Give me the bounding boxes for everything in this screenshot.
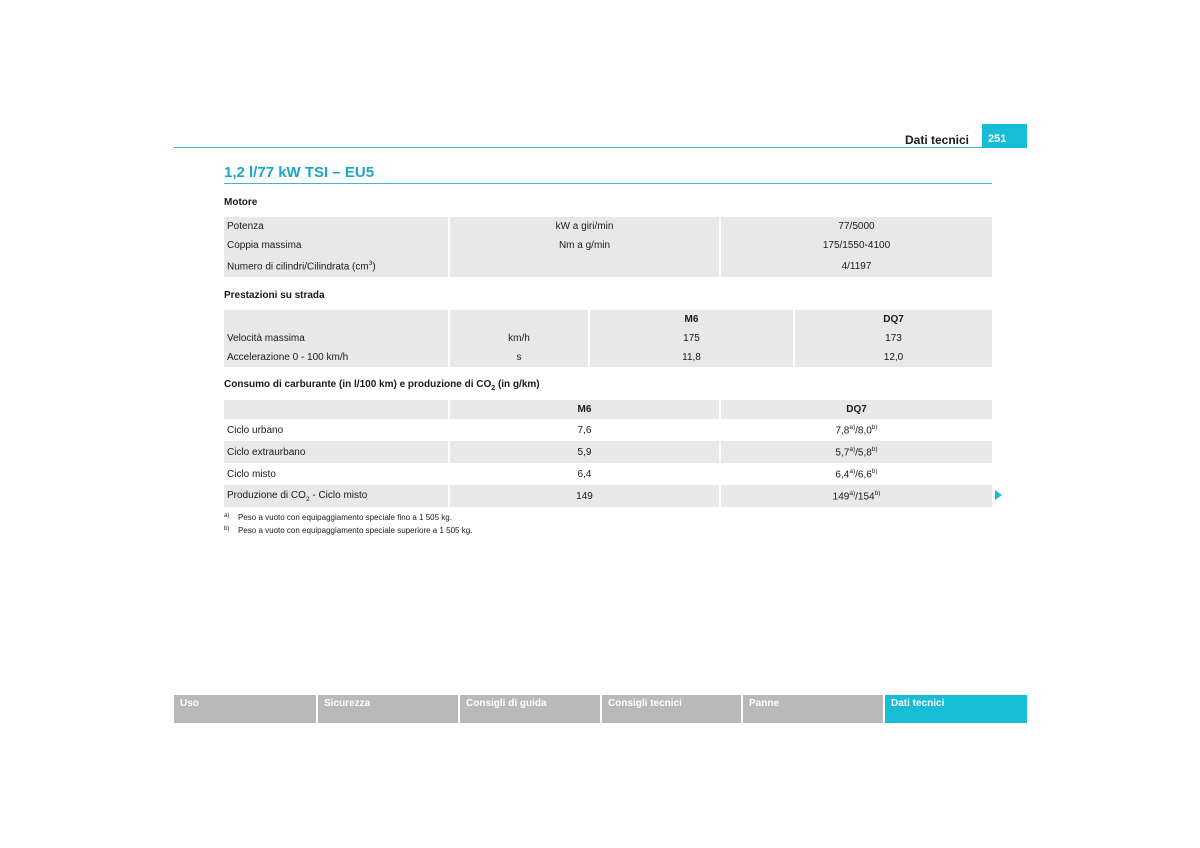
row-label: Potenza bbox=[224, 217, 449, 236]
column-header bbox=[224, 400, 449, 419]
row-value-dq7: 5,7$^{a)}$/5,8$^{b)}$ bbox=[720, 441, 992, 463]
table-row bbox=[224, 236, 992, 255]
row-value-m6: 6,4 bbox=[449, 463, 720, 485]
title-rule bbox=[224, 183, 992, 184]
column-header bbox=[224, 310, 449, 329]
row-unit: kW a giri/min bbox=[449, 217, 720, 236]
row-unit: s bbox=[449, 348, 589, 367]
table-row bbox=[224, 419, 992, 441]
row-value-m6: 175 bbox=[589, 329, 794, 348]
row-value: 4/1197 bbox=[720, 255, 992, 277]
row-value-dq7: 149$^{a)}$/154$^{b)}$ bbox=[720, 485, 992, 507]
page-number: 251 bbox=[982, 124, 1027, 148]
row-value-m6: 7,6 bbox=[449, 419, 720, 441]
row-unit: Nm a g/min bbox=[449, 236, 720, 255]
page-title: 1,2 l/77 kW TSI – EU5 bbox=[224, 164, 375, 181]
column-header-dq7: DQ7 bbox=[794, 310, 992, 329]
column-header bbox=[449, 310, 589, 329]
table-row bbox=[224, 441, 992, 463]
table-row bbox=[224, 329, 992, 348]
table-header-row bbox=[224, 310, 992, 329]
footnote-a: a) Peso a vuoto con equipaggiamento speciale fino a 1 505 kg. bbox=[224, 513, 452, 522]
table-row bbox=[224, 255, 992, 277]
continue-arrow-icon bbox=[995, 490, 1002, 500]
row-label: Coppia massima bbox=[224, 236, 449, 255]
column-header-dq7: DQ7 bbox=[720, 400, 992, 419]
prestazioni-table bbox=[224, 310, 992, 367]
row-unit bbox=[449, 255, 720, 277]
column-header-m6: M6 bbox=[589, 310, 794, 329]
row-unit: km/h bbox=[449, 329, 589, 348]
row-label: Velocità massima bbox=[224, 329, 449, 348]
row-label: Produzione di $CO_2$ - Ciclo misto bbox=[224, 485, 449, 507]
nav-tab-dati-tecnici[interactable]: Dati tecnici bbox=[885, 695, 1027, 723]
nav-tab-consigli-di-guida[interactable]: Consigli di guida bbox=[460, 695, 600, 723]
section-title: Dati tecnici bbox=[905, 133, 970, 147]
motore-heading: Motore bbox=[224, 197, 258, 208]
table-header-row bbox=[224, 400, 992, 419]
row-value-dq7: 7,8$^{a)}$/8,0$^{b)}$ bbox=[835, 423, 878, 437]
table-row bbox=[224, 463, 992, 485]
table-row bbox=[224, 348, 992, 367]
row-label: Ciclo urbano bbox=[224, 419, 449, 441]
table-row bbox=[224, 217, 992, 236]
row-label: Ciclo misto bbox=[224, 463, 449, 485]
row-value-dq7: 6,4$^{a)}$/6,6$^{b)}$ bbox=[835, 467, 878, 481]
row-label: Accelerazione 0 - 100 km/h bbox=[224, 348, 449, 367]
row-value-m6: 11,8 bbox=[589, 348, 794, 367]
row-value-m6: 149 bbox=[449, 485, 720, 507]
column-header-m6: M6 bbox=[449, 400, 720, 419]
nav-tab-panne[interactable]: Panne bbox=[743, 695, 883, 723]
bottom-nav bbox=[174, 695, 1027, 723]
row-value: 175/1550-4100 bbox=[720, 236, 992, 255]
row-value-dq7: 173 bbox=[794, 329, 992, 348]
nav-tab-consigli-tecnici[interactable]: Consigli tecnici bbox=[602, 695, 741, 723]
footnote-b: b) Peso a vuoto con equipaggiamento speciale superiore a 1 505 kg. bbox=[224, 526, 473, 535]
consumo-heading: Consumo di carburante (in l/100 km) e produzione di $CO_2$ (in g/km) bbox=[224, 379, 540, 392]
header-rule bbox=[174, 147, 1026, 148]
nav-tab-sicurezza[interactable]: Sicurezza bbox=[318, 695, 458, 723]
row-value-m6: 5,9 bbox=[449, 441, 720, 463]
consumo-table bbox=[224, 400, 992, 507]
prestazioni-heading: Prestazioni su strada bbox=[224, 290, 325, 301]
row-value-dq7: 12,0 bbox=[794, 348, 992, 367]
nav-tab-uso[interactable]: Uso bbox=[174, 695, 316, 723]
motore-table bbox=[224, 217, 992, 277]
row-label: Numero di cilindri/Cilindrata $(cm^3)$ bbox=[224, 255, 449, 277]
table-row bbox=[224, 485, 992, 507]
row-label: Ciclo extraurbano bbox=[224, 441, 449, 463]
row-value: 77/5000 bbox=[720, 217, 992, 236]
